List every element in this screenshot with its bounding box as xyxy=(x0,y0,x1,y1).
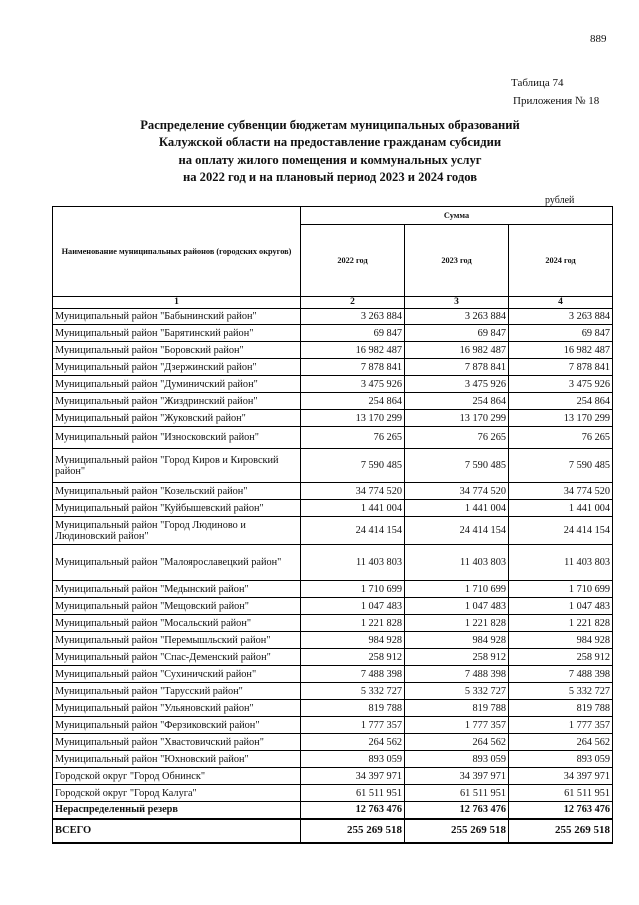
page-number: 889 xyxy=(590,33,607,45)
value-2024: 7 488 398 xyxy=(509,666,613,683)
value-2023: 1 047 483 xyxy=(405,598,509,615)
value-2023: 1 221 828 xyxy=(405,615,509,632)
district-name: ВСЕГО xyxy=(53,819,301,843)
table-row xyxy=(53,500,613,517)
district-name: Муниципальный район "Малоярославецкий район" xyxy=(53,545,301,581)
value-2023: 1 777 357 xyxy=(405,717,509,734)
value-2024: 254 864 xyxy=(509,393,613,410)
value-2024: 984 928 xyxy=(509,632,613,649)
district-name: Муниципальный район "Думиничский район" xyxy=(53,376,301,393)
district-name: Муниципальный район "Дзержинский район" xyxy=(53,359,301,376)
value-2023: 7 878 841 xyxy=(405,359,509,376)
title-line: на 2022 год и на плановый период 2023 и 2024 годов xyxy=(182,169,478,184)
value-2023: 1 710 699 xyxy=(405,581,509,598)
district-name: Муниципальный район "Козельский район" xyxy=(53,483,301,500)
value-2024: 1 221 828 xyxy=(509,615,613,632)
value-2024: 7 878 841 xyxy=(509,359,613,376)
value-2022: 1 777 357 xyxy=(301,717,405,734)
district-name: Муниципальный район "Город Людиново и Людиновский район" xyxy=(53,517,301,545)
table-row xyxy=(53,598,613,615)
value-2024: 13 170 299 xyxy=(509,410,613,427)
value-2023: 7 590 485 xyxy=(405,449,509,483)
value-2023: 258 912 xyxy=(405,649,509,666)
district-name: Муниципальный район "Хвастовичский район" xyxy=(53,734,301,751)
value-2023: 24 414 154 xyxy=(405,517,509,545)
district-name: Муниципальный район "Перемышльский район" xyxy=(53,632,301,649)
value-2022: 69 847 xyxy=(301,325,405,342)
value-2024: 34 774 520 xyxy=(509,483,613,500)
value-2022: 7 878 841 xyxy=(301,359,405,376)
value-2024: 819 788 xyxy=(509,700,613,717)
table-row xyxy=(53,768,613,785)
district-name: Муниципальный район "Тарусский район" xyxy=(53,683,301,700)
value-2022: 13 170 299 xyxy=(301,410,405,427)
value-2022: 34 774 520 xyxy=(301,483,405,500)
value-2022: 264 562 xyxy=(301,734,405,751)
header-sum: Сумма xyxy=(301,207,613,225)
column-number: 2 xyxy=(301,297,405,309)
title-line: Распределение субвенции бюджетам муниципальных образований xyxy=(140,118,520,132)
value-2024: 34 397 971 xyxy=(509,768,613,785)
district-name: Городской округ "Город Калуга" xyxy=(53,785,301,802)
value-2024: 76 265 xyxy=(509,427,613,449)
table-row xyxy=(53,376,613,393)
district-name: Муниципальный район "Мосальский район" xyxy=(53,615,301,632)
value-2023: 76 265 xyxy=(405,427,509,449)
value-2023: 255 269 518 xyxy=(405,819,509,843)
district-name: Муниципальный район "Ферзиковский район" xyxy=(53,717,301,734)
column-number: 4 xyxy=(509,297,613,309)
value-2022: 61 511 951 xyxy=(301,785,405,802)
value-2023: 3 263 884 xyxy=(405,309,509,325)
district-name: Муниципальный район "Бабынинский район" xyxy=(53,309,301,325)
value-2024: 61 511 951 xyxy=(509,785,613,802)
title-line: Калужской области на предоставление гражданам субсидии xyxy=(158,135,502,150)
value-2024: 24 414 154 xyxy=(509,517,613,545)
table-row xyxy=(53,649,613,666)
value-2024: 1 047 483 xyxy=(509,598,613,615)
value-2023: 69 847 xyxy=(405,325,509,342)
value-2022: 3 475 926 xyxy=(301,376,405,393)
value-2024: 255 269 518 xyxy=(509,819,613,843)
value-2022: 5 332 727 xyxy=(301,683,405,700)
table-row xyxy=(53,342,613,359)
value-2024: 1 710 699 xyxy=(509,581,613,598)
table-row xyxy=(53,717,613,734)
value-2022: 11 403 803 xyxy=(301,545,405,581)
table-row xyxy=(53,427,613,449)
value-2024: 12 763 476 xyxy=(509,802,613,819)
district-name: Муниципальный район "Боровский район" xyxy=(53,342,301,359)
header-year-2022: 2022 год xyxy=(301,225,405,297)
value-2023: 34 774 520 xyxy=(405,483,509,500)
value-2022: 7 590 485 xyxy=(301,449,405,483)
table-row xyxy=(53,683,613,700)
header-year-2024: 2024 год xyxy=(509,225,613,297)
table-row xyxy=(53,325,613,342)
value-2022: 24 414 154 xyxy=(301,517,405,545)
value-2022: 1 441 004 xyxy=(301,500,405,517)
column-number: 3 xyxy=(405,297,509,309)
value-2022: 76 265 xyxy=(301,427,405,449)
district-name: Муниципальный район "Медынский район" xyxy=(53,581,301,598)
value-2023: 13 170 299 xyxy=(405,410,509,427)
district-name: Муниципальный район "Город Киров и Кировский район" xyxy=(53,449,301,483)
value-2023: 5 332 727 xyxy=(405,683,509,700)
table-row xyxy=(53,309,613,325)
table-row xyxy=(53,483,613,500)
value-2022: 16 982 487 xyxy=(301,342,405,359)
title-line: на оплату жилого помещения и коммунальных услуг xyxy=(178,152,482,167)
value-2022: 1 047 483 xyxy=(301,598,405,615)
value-2022: 819 788 xyxy=(301,700,405,717)
value-2022: 7 488 398 xyxy=(301,666,405,683)
district-name: Городской округ "Город Обнинск" xyxy=(53,768,301,785)
table-row xyxy=(53,734,613,751)
value-2023: 893 059 xyxy=(405,751,509,768)
units-label: рублей xyxy=(545,195,575,206)
table-row xyxy=(53,393,613,410)
subvention-table xyxy=(52,206,613,844)
value-2022: 34 397 971 xyxy=(301,768,405,785)
value-2023: 819 788 xyxy=(405,700,509,717)
value-2022: 893 059 xyxy=(301,751,405,768)
value-2022: 1 221 828 xyxy=(301,615,405,632)
header-year-2023: 2023 год xyxy=(405,225,509,297)
value-2024: 893 059 xyxy=(509,751,613,768)
value-2024: 69 847 xyxy=(509,325,613,342)
table-row xyxy=(53,449,613,483)
district-name: Муниципальный район "Сухиничский район" xyxy=(53,666,301,683)
value-2023: 1 441 004 xyxy=(405,500,509,517)
value-2022: 255 269 518 xyxy=(301,819,405,843)
total-row xyxy=(53,819,613,843)
table-row xyxy=(53,410,613,427)
value-2023: 7 488 398 xyxy=(405,666,509,683)
table-body xyxy=(53,309,613,843)
value-2022: 984 928 xyxy=(301,632,405,649)
value-2022: 254 864 xyxy=(301,393,405,410)
value-2024: 3 475 926 xyxy=(509,376,613,393)
value-2024: 1 441 004 xyxy=(509,500,613,517)
district-name: Муниципальный район "Мещовский район" xyxy=(53,598,301,615)
value-2023: 11 403 803 xyxy=(405,545,509,581)
table-row xyxy=(53,700,613,717)
value-2023: 12 763 476 xyxy=(405,802,509,819)
value-2023: 61 511 951 xyxy=(405,785,509,802)
value-2023: 34 397 971 xyxy=(405,768,509,785)
value-2024: 264 562 xyxy=(509,734,613,751)
table-label: Таблица 74 xyxy=(511,77,564,89)
value-2022: 258 912 xyxy=(301,649,405,666)
value-2022: 3 263 884 xyxy=(301,309,405,325)
value-2023: 16 982 487 xyxy=(405,342,509,359)
district-name: Муниципальный район "Барятинский район" xyxy=(53,325,301,342)
table-row xyxy=(53,751,613,768)
header-name-column: Наименование муниципальных районов (городских округов) xyxy=(53,207,301,297)
value-2024: 11 403 803 xyxy=(509,545,613,581)
table-row xyxy=(53,666,613,683)
table-row xyxy=(53,785,613,802)
value-2024: 258 912 xyxy=(509,649,613,666)
district-name: Муниципальный район "Куйбышевский район" xyxy=(53,500,301,517)
value-2023: 264 562 xyxy=(405,734,509,751)
document-title xyxy=(80,117,580,186)
column-number: 1 xyxy=(53,297,301,309)
appendix-label: Приложения № 18 xyxy=(513,95,600,107)
district-name: Муниципальный район "Жуковский район" xyxy=(53,410,301,427)
value-2023: 254 864 xyxy=(405,393,509,410)
district-name: Нераспределенный резерв xyxy=(53,802,301,819)
district-name: Муниципальный район "Ульяновский район" xyxy=(53,700,301,717)
table-row xyxy=(53,632,613,649)
district-name: Муниципальный район "Износковский район" xyxy=(53,427,301,449)
district-name: Муниципальный район "Юхновский район" xyxy=(53,751,301,768)
table-row xyxy=(53,359,613,376)
value-2022: 12 763 476 xyxy=(301,802,405,819)
value-2024: 16 982 487 xyxy=(509,342,613,359)
reserve-row xyxy=(53,802,613,819)
value-2024: 5 332 727 xyxy=(509,683,613,700)
table-row xyxy=(53,517,613,545)
value-2024: 7 590 485 xyxy=(509,449,613,483)
table-row xyxy=(53,581,613,598)
value-2022: 1 710 699 xyxy=(301,581,405,598)
table-row xyxy=(53,615,613,632)
table-row xyxy=(53,545,613,581)
value-2024: 1 777 357 xyxy=(509,717,613,734)
district-name: Муниципальный район "Жиздринский район" xyxy=(53,393,301,410)
district-name: Муниципальный район "Спас-Деменский район" xyxy=(53,649,301,666)
value-2023: 3 475 926 xyxy=(405,376,509,393)
value-2023: 984 928 xyxy=(405,632,509,649)
value-2024: 3 263 884 xyxy=(509,309,613,325)
